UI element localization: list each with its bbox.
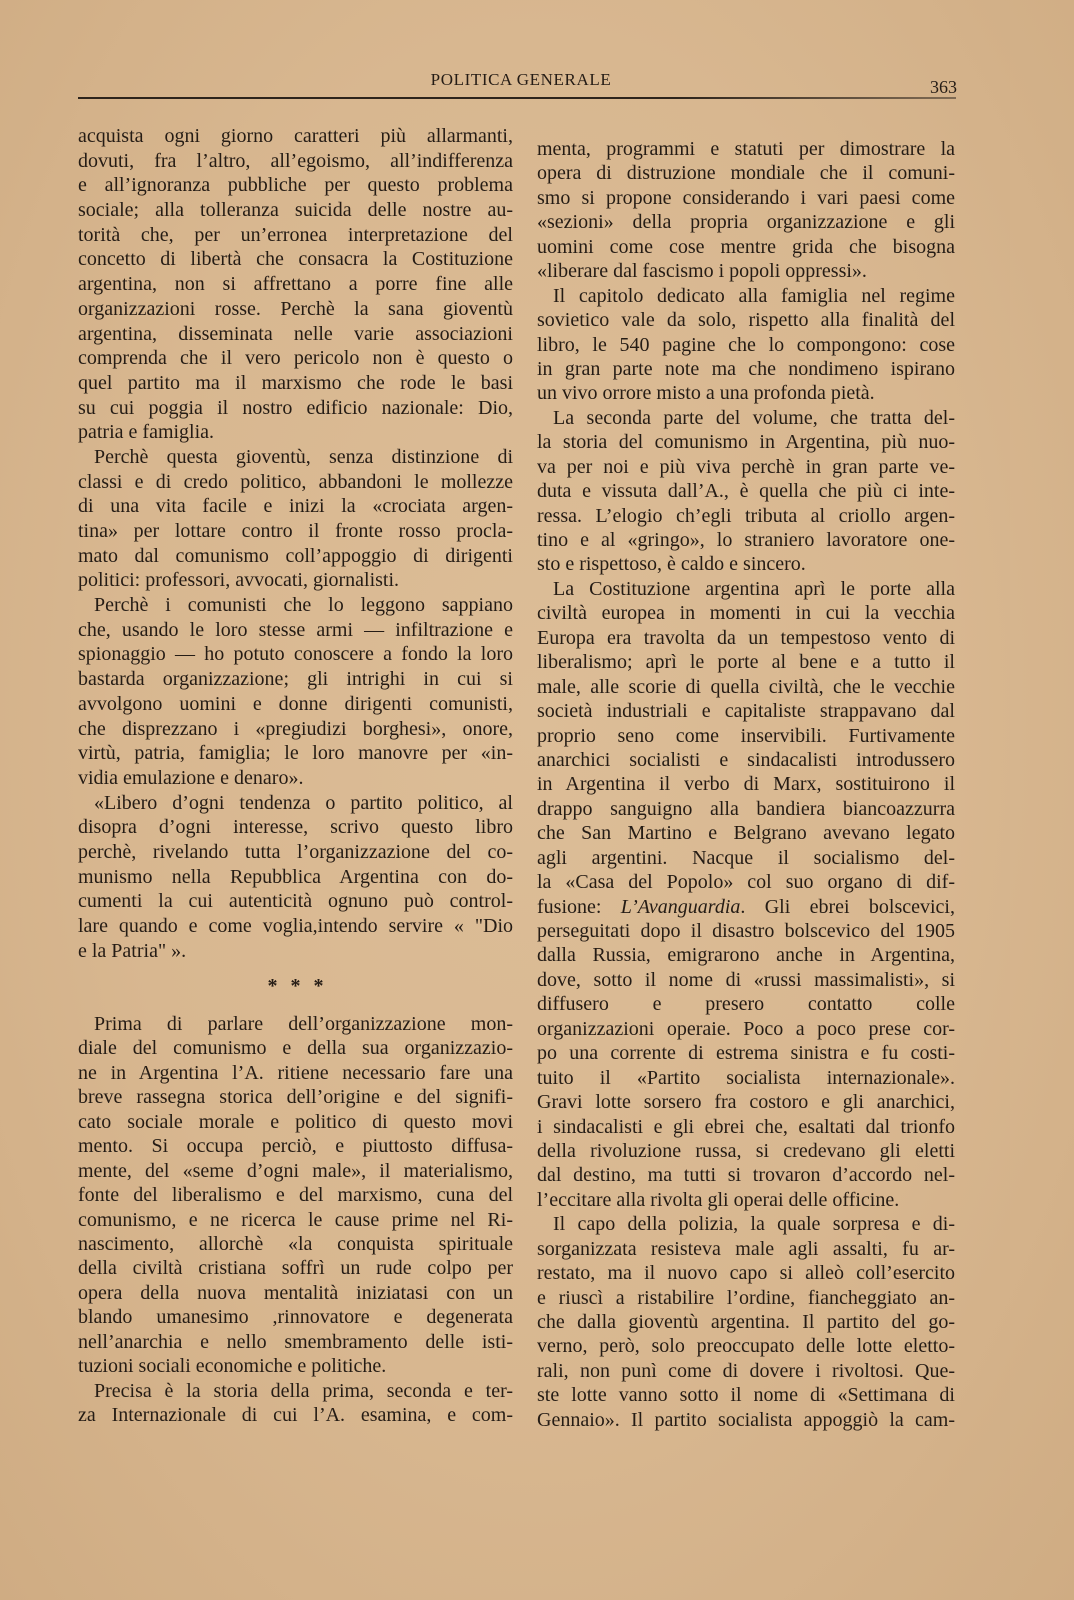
paragraph (78, 1012, 513, 1379)
text-line: cumenti la cui autenticità ognuno può control- (78, 890, 513, 913)
text-line: su cui poggia il nostro edificio nazionale: Dio, (78, 396, 513, 419)
text-line: cato sociale morale e politico di questo movi (78, 1110, 513, 1133)
text-line: tuito il «Partito socialista internazionale». (537, 1066, 955, 1089)
text-line: opera della nuova mentalità iniziatasi con un (78, 1281, 513, 1304)
text-line: proprio seno come inservibili. Furtivamente (537, 724, 955, 747)
text-line: rali, non punì come di dovere i rivoltosi. Que- (537, 1359, 955, 1382)
text-line: male, alle scorie di quella civiltà, che le vecchie (537, 675, 955, 698)
text-line: dal destino, ma tutti si trovaron d’accordo nel- (537, 1164, 955, 1187)
text-line: acquista ogni giorno caratteri più allarmanti, (78, 125, 513, 147)
page-number: 363 (930, 77, 957, 97)
header-rule (78, 97, 956, 99)
text-line: liberalismo; aprì le porte al bene e a tutto il (537, 651, 955, 674)
running-title: POLITICA GENERALE (430, 70, 612, 89)
paragraph (78, 593, 513, 791)
text-line: disopra d’ogni interesse, scrivo questo libro (78, 816, 513, 839)
paragraph (537, 577, 955, 1212)
text-line: argentina, disseminata nelle varie associazioni (78, 322, 513, 345)
text-line: in gran parte note ma che nondimeno ispirano (537, 357, 955, 380)
text-line: Il capitolo dedicato alla famiglia nel regime (553, 284, 955, 307)
text-line: i sindacalisti e gli ebrei che, esaltati dal trionfo (537, 1115, 955, 1138)
paragraph (78, 445, 513, 593)
text-line: in Argentina il verbo di Marx, sostituirono il (537, 773, 955, 796)
text-line: smo si propone considerando i vari paesi come (537, 186, 955, 209)
text-line: che dalla gioventù argentina. Il partito del go- (537, 1311, 955, 1333)
text-line: concetto di libertà che consacra la Costituzione (78, 248, 513, 271)
text-line: comunismo, e ne ricerca le cause prime nel Ri- (78, 1208, 513, 1231)
text-line: anarchici socialisti e sindacalisti introdussero (537, 748, 955, 771)
text-line: nascimento, allorchè «la conquista spirituale (78, 1232, 513, 1255)
text-line: che San Martino e Belgrano avevano legato (537, 822, 955, 845)
text-line: breve rassegna storica dell’origine e del signifi- (78, 1086, 513, 1109)
text-line: Il capo della polizia, la quale sorpresa e di- (553, 1213, 955, 1236)
text-line: e la Patria" ». (78, 939, 187, 962)
text-line: tino e al «gringo», lo straniero lavoratore one- (537, 529, 955, 551)
text-line: uomini come cose mentre grida che bisogna (537, 235, 955, 258)
text-line: perseguitati dopo il disastro bolscevico del 1905 (537, 920, 955, 942)
text-line: Perchè questa gioventù, senza distinzione di (94, 445, 513, 468)
text-line: spionaggio — ho potuto conoscere a fondo la loro (78, 643, 513, 666)
text-line: dovuti, fra l’altro, all’egoismo, all’indifferenza (78, 149, 513, 172)
text-line: sovietico vale da solo, rispetto alla finalità del (537, 309, 955, 332)
text-line: della civiltà cristiana soffrì un rude colpo per (78, 1257, 513, 1280)
text-line: «Libero d’ogni tendenza o partito politico, al (94, 791, 513, 814)
text-line: avvolgono uomini e donne dirigenti comunisti, (78, 692, 513, 715)
text-line: un vivo orrore misto a una profonda pietà. (537, 382, 875, 405)
text-line: diale del comunismo e della sua organizzazio- (78, 1037, 513, 1060)
text-line: va per noi e più viva perchè in gran parte ve- (537, 455, 955, 478)
paragraph (537, 1212, 955, 1432)
text-line: «liberare dal fascismo i popoli oppressi». (537, 260, 867, 283)
text-line: organizzazioni operaie. Poco a poco prese cor- (537, 1017, 955, 1040)
text-line: mato dal comunismo coll’appoggio di dirigenti (78, 544, 513, 567)
text-line: Gravi lotte sorsero fra costoro e gli anarchici, (537, 1091, 955, 1114)
text-line: patria e famiglia. (78, 421, 215, 444)
text-line: la storia del comunismo in Argentina, più nuo- (537, 431, 955, 454)
text-line: lare quando e come voglia,intendo servire « "Dio (78, 915, 513, 937)
left-column-continued (78, 1012, 513, 1427)
right-column (537, 137, 955, 1432)
text-line: sociale; alla tolleranza suicida delle nostre au- (78, 199, 513, 222)
text-line: che, usando le loro stesse armi — infiltrazione e (78, 618, 513, 641)
text-line: organizzazioni rosse. Perchè la sana gioventù (78, 297, 513, 320)
text-line: dove, sotto il nome di «russi massimalisti», si (537, 968, 955, 991)
text-line: restato, ma il nuovo capo si alleò coll’esercito (537, 1262, 955, 1285)
text-line: ressa. L’elogio ch’egli tributa al criollo argen- (537, 504, 955, 527)
text-line: vidia emulazione e denaro». (78, 766, 304, 789)
text-line: Prima di parlare dell’organizzazione mon- (94, 1013, 513, 1035)
text-line: munismo nella Repubblica Argentina con do- (78, 865, 513, 888)
text-line: bastarda organizzazione; gli intrighi in cui si (78, 668, 513, 691)
text-line: menta, programmi e statuti per dimostrare la (537, 138, 955, 160)
text-line: diffusero e presero contatto colle (537, 993, 955, 1016)
text-line: drappo sanguigno alla bandiera biancoazzurra (537, 797, 955, 820)
text-line: tuzioni sociali economiche e politiche. (78, 1355, 387, 1378)
text-line: di una vita facile e inizi la «crociata argen- (78, 495, 513, 518)
paragraph (78, 1379, 513, 1428)
paragraph (537, 284, 955, 406)
text-line: la «Casa del Popolo» col suo organo di dif- (537, 871, 955, 894)
text-line: l’eccitare alla rivolta gli operai delle officine. (537, 1188, 900, 1211)
paragraph (537, 137, 955, 284)
text-line: Gennaio». Il partito socialista appoggiò la cam- (537, 1408, 955, 1431)
text-line: torità che, per un’erronea interpretazione del (78, 223, 513, 246)
text-line: mente, del «seme d’ogni male», il materialismo, (78, 1159, 513, 1182)
text-line: verno, però, solo preoccupato delle lotte eletto- (537, 1335, 955, 1358)
text-line: tina» per lottare contro il fronte rosso procla- (78, 520, 513, 542)
text-line (537, 895, 955, 919)
text-line: La seconda parte del volume, che tratta del- (553, 406, 955, 429)
text-line: Perchè i comunisti che lo leggono sappiano (94, 594, 513, 617)
text-line: comprenda che il vero pericolo non è questo o (78, 347, 513, 370)
text-line: classi e di credo politico, abbandoni le mollezze (78, 470, 513, 493)
text-line: opera di distruzione mondiale che il comuni- (537, 162, 955, 185)
text-line: nell’anarchia e nello smembramento delle isti- (78, 1330, 513, 1353)
text-line: ne in Argentina l’A. ritiene necessario fare una (78, 1061, 513, 1084)
text-line: sto e rispettoso, è caldo e sincero. (537, 553, 806, 576)
paragraph (78, 791, 513, 964)
text-line: virtù, patria, famiglia; le loro manovre per «in- (78, 742, 513, 765)
text-line: Precisa è la storia della prima, seconda e ter- (94, 1379, 513, 1402)
text-line: argentina, non si affrettano a porre fine alle (78, 273, 513, 296)
paragraph (537, 406, 955, 577)
text-line: Europa era travolta da un tempestoso vento di (537, 626, 955, 649)
text-line: po una corrente di estrema sinistra e fu costi- (537, 1042, 955, 1065)
text-line: ste lotte vanno sotto il nome di «Settimana di (537, 1384, 955, 1407)
text-line: politici: professori, avvocati, giornalisti. (78, 569, 400, 592)
text-line: che disprezzano i «pregiudizi borghesi», onore, (78, 717, 513, 740)
text-line: e all’ignoranza pubbliche per questo problema (78, 174, 513, 197)
text-line: mento. Si occupa perciò, e piuttosto diffusa- (78, 1135, 513, 1158)
periodical-title: L’Avanguardia (620, 895, 741, 918)
text-line: dalla Russia, emigrarono anche in Argentina, (537, 944, 955, 967)
text-line: della rivoluzione russa, si credevano gli eletti (537, 1139, 955, 1162)
text-line: La Costituzione argentina aprì le porte alla (553, 577, 955, 600)
text-segment: . Gli ebrei bolscevici, (740, 895, 955, 918)
section-separator: * * * (267, 975, 324, 997)
text-line: blando umanesimo ,rinnovatore e degenerata (78, 1306, 513, 1329)
text-line: perchè, rivelando tutta l’organizzazione del co- (78, 840, 513, 863)
text-line: civiltà europea in momenti in cui la vecchia (537, 602, 955, 625)
text-line: fonte del liberalismo e del marxismo, cuna del (78, 1184, 513, 1207)
left-column (78, 124, 513, 963)
paragraph (78, 124, 513, 445)
text-line: sorganizzata resisteva male agli assalti, fu ar- (537, 1237, 955, 1260)
text-line: za Internazionale di cui l’A. esamina, e com- (78, 1404, 513, 1426)
text-line: e riuscì a ristabilire l’ordine, fiancheggiato an- (537, 1286, 955, 1309)
text-segment: fusione: (537, 895, 621, 918)
text-line: agli argentini. Nacque il socialismo del- (537, 846, 955, 869)
text-line: quel partito ma il marxismo che rode le basi (78, 371, 513, 394)
text-line: duta e vissuta dall’A., è quella che più ci inte- (537, 480, 955, 503)
text-line: libro, le 540 pagine che lo compongono: cose (537, 333, 955, 356)
text-line: «sezioni» della propria organizzazione e gli (537, 211, 955, 234)
text-line: società industriali e capitaliste strappavano dal (537, 700, 955, 723)
